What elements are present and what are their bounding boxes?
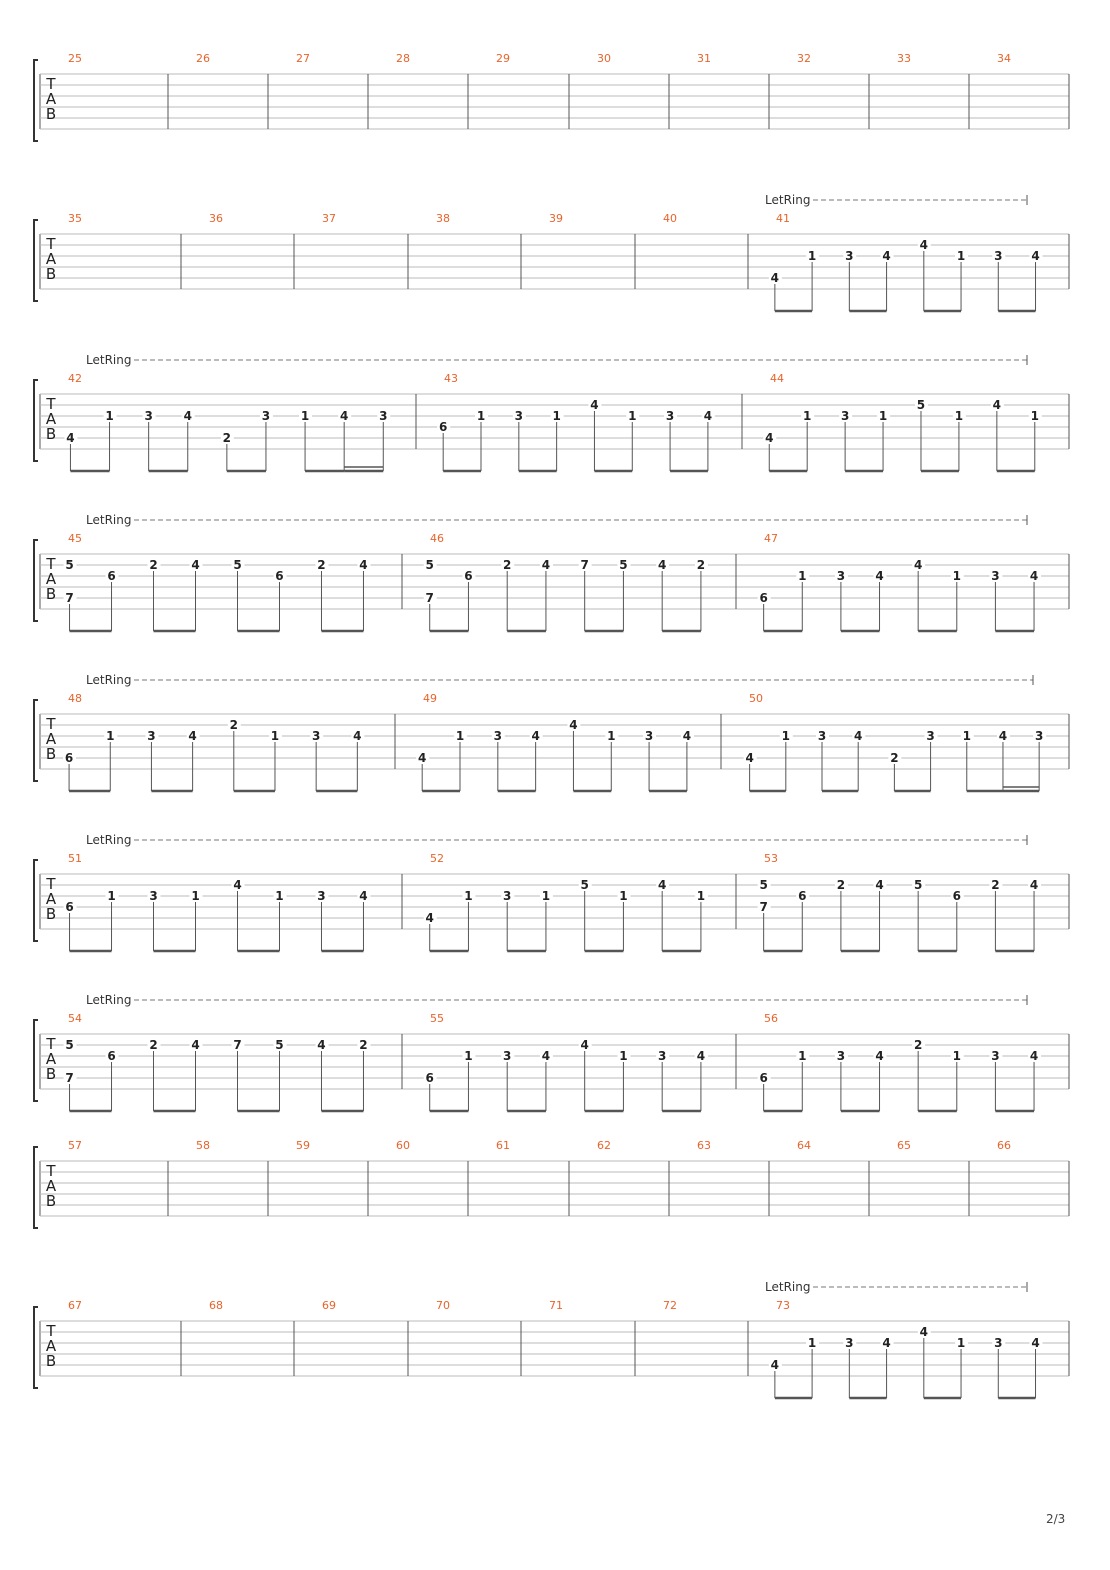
fret-number: 5 [619, 558, 628, 572]
measure-number: 56 [764, 1012, 778, 1025]
page-number: 2/3 [1046, 1512, 1066, 1526]
measure [196, 1139, 268, 1216]
fret-number: 1 [696, 889, 706, 903]
measure [296, 52, 368, 129]
fret-number: 4 [359, 889, 368, 903]
tab-system [34, 1280, 1069, 1398]
tab-clef-letter: A [45, 410, 57, 428]
fret-number: 4 [1029, 878, 1039, 892]
fret-number: 1 [807, 249, 817, 263]
fret-number: 1 [270, 729, 280, 743]
measure [758, 1012, 1069, 1111]
fret-number: 6 [952, 889, 961, 903]
tab-system [34, 1139, 1069, 1228]
fret-number: 6 [64, 751, 74, 765]
fret-number: 1 [878, 409, 888, 423]
fret-number: 6 [107, 1049, 116, 1063]
fret-number: 1 [106, 729, 115, 743]
fret-number: 4 [541, 1049, 551, 1063]
measure-number: 30 [597, 52, 611, 65]
fret-number: 4 [745, 751, 754, 765]
system-bracket [34, 1147, 38, 1228]
measure-number: 37 [322, 212, 336, 225]
fret-number: 4 [882, 249, 891, 263]
measure-number: 26 [196, 52, 210, 65]
fret-number: 4 [770, 1358, 780, 1372]
fret-number: 5 [916, 398, 926, 412]
measure-number: 66 [997, 1139, 1011, 1152]
tab-clef-letter: T [46, 715, 56, 733]
fret-number: 3 [379, 409, 388, 423]
fret-number: 4 [353, 729, 362, 743]
fret-number: 6 [275, 569, 284, 583]
tab-clef-letter: A [45, 730, 57, 748]
fret-number: 3 [503, 1049, 512, 1063]
fret-number: 4 [541, 558, 551, 572]
fret-number: 4 [191, 558, 200, 572]
measure-number: 67 [68, 1299, 82, 1312]
fret-number: 4 [418, 751, 427, 765]
measure [496, 1139, 569, 1216]
fret-number: 1 [962, 729, 971, 743]
tab-clef-letter: A [45, 1050, 57, 1068]
tab-clef-letter: B [45, 265, 57, 283]
measure-number: 57 [68, 1139, 82, 1152]
fret-number: 3 [994, 249, 1003, 263]
measure-number: 65 [897, 1139, 911, 1152]
measure [424, 1012, 736, 1111]
system-bracket [34, 220, 38, 301]
fret-number: 4 [317, 1038, 326, 1052]
fret-number: 3 [657, 1049, 667, 1063]
fret-number: 4 [770, 271, 780, 285]
tab-clef-letter: A [45, 1177, 57, 1195]
fret-number: 4 [919, 238, 928, 252]
fret-number: 2 [836, 878, 846, 892]
tab-system [34, 513, 1069, 631]
measure [396, 52, 468, 129]
tab-clef-letter: A [45, 90, 57, 108]
tab-clef-letter: A [45, 1337, 57, 1355]
measure-number: 72 [663, 1299, 677, 1312]
measure-number: 49 [423, 692, 437, 705]
measure-number: 27 [296, 52, 310, 65]
tab-clef-letter: B [45, 905, 57, 923]
fret-number: 3 [840, 409, 850, 423]
let-ring-label: LetRing [765, 193, 811, 207]
tab-clef-letter: T [46, 235, 56, 253]
fret-number: 4 [1031, 1336, 1040, 1350]
tab-clef-letter: T [46, 555, 56, 573]
let-ring-label: LetRing [765, 1280, 811, 1294]
measure [424, 852, 736, 951]
fret-number: 7 [759, 900, 768, 914]
fret-number: 1 [956, 1336, 966, 1350]
measure [758, 532, 1069, 631]
measure [68, 52, 168, 129]
system-bracket [34, 860, 38, 941]
fret-number: 6 [425, 1071, 434, 1085]
tab-system [34, 833, 1069, 951]
fret-number: 3 [311, 729, 321, 743]
fret-number: 1 [300, 409, 310, 423]
measure [416, 692, 721, 791]
measure [997, 52, 1069, 129]
tab-clef-letter: B [45, 1065, 57, 1083]
measure [63, 692, 395, 791]
measure [436, 1299, 521, 1376]
measure-number: 71 [549, 1299, 563, 1312]
fret-number: 2 [229, 718, 238, 732]
tab-clef-letter: B [45, 425, 57, 443]
fret-number: 1 [798, 1049, 807, 1063]
fret-number: 1 [541, 889, 551, 903]
measure [396, 1139, 468, 1216]
tab-clef-letter: B [45, 745, 57, 763]
measure-number: 55 [430, 1012, 444, 1025]
measure [496, 52, 569, 129]
tab-clef-letter: T [46, 1322, 56, 1340]
measure [697, 1139, 769, 1216]
fret-number: 1 [956, 249, 966, 263]
let-ring-label: LetRing [86, 993, 132, 1007]
fret-number: 1 [798, 569, 807, 583]
measure [549, 212, 635, 289]
fret-number: 4 [191, 1038, 200, 1052]
measure [897, 52, 969, 129]
fret-number: 3 [317, 889, 326, 903]
measure [436, 212, 521, 289]
tab-clef-letter: B [45, 105, 57, 123]
fret-number: 1 [628, 409, 637, 423]
let-ring-label: LetRing [86, 673, 132, 687]
measure [769, 1299, 1069, 1398]
fret-number: 4 [188, 729, 197, 743]
fret-number: 2 [222, 431, 232, 445]
measure [209, 212, 294, 289]
fret-number: 3 [147, 729, 156, 743]
tab-system [34, 673, 1069, 791]
measure-number: 63 [697, 1139, 711, 1152]
fret-number: 4 [854, 729, 863, 743]
fret-number: 4 [657, 558, 667, 572]
measure [424, 532, 736, 631]
let-ring-label: LetRing [86, 833, 132, 847]
measure-number: 61 [496, 1139, 510, 1152]
fret-number: 4 [569, 718, 578, 732]
fret-number: 3 [836, 569, 846, 583]
tab-clef-letter: A [45, 250, 57, 268]
let-ring-label: LetRing [86, 353, 132, 367]
fret-number: 2 [890, 751, 899, 765]
tab-system [34, 353, 1069, 471]
measure [663, 212, 748, 289]
fret-number: 6 [65, 900, 74, 914]
system-bracket [34, 60, 38, 141]
fret-number: 7 [65, 591, 74, 605]
fret-number: 4 [882, 1336, 891, 1350]
measure-number: 53 [764, 852, 778, 865]
fret-number: 3 [991, 569, 1000, 583]
fret-number: 3 [261, 409, 271, 423]
fret-number: 2 [359, 1038, 368, 1052]
fret-number: 4 [425, 911, 434, 925]
fret-number: 1 [464, 1049, 473, 1063]
fret-number: 4 [703, 409, 713, 423]
fret-number: 6 [464, 569, 473, 583]
system-bracket [34, 1020, 38, 1101]
measure [322, 212, 408, 289]
measure [797, 52, 869, 129]
fret-number: 2 [149, 558, 158, 572]
measure-number: 50 [749, 692, 763, 705]
measure-number: 45 [68, 532, 82, 545]
fret-number: 6 [759, 1071, 768, 1085]
measure-number: 46 [430, 532, 444, 545]
fret-number: 3 [845, 249, 854, 263]
measure-number: 70 [436, 1299, 450, 1312]
fret-number: 1 [803, 409, 812, 423]
measure [769, 212, 1069, 311]
measure-number: 29 [496, 52, 510, 65]
fret-number: 5 [65, 558, 74, 572]
fret-number: 4 [998, 729, 1008, 743]
fret-number: 4 [233, 878, 242, 892]
measure-number: 25 [68, 52, 82, 65]
fret-number: 4 [682, 729, 692, 743]
fret-number: 6 [759, 591, 768, 605]
fret-number: 4 [875, 569, 884, 583]
measure [209, 1299, 294, 1376]
system-bracket [34, 700, 38, 781]
fret-number: 4 [66, 431, 75, 445]
fret-number: 3 [149, 889, 158, 903]
fret-number: 3 [503, 889, 512, 903]
fret-number: 1 [1030, 409, 1039, 423]
fret-number: 4 [913, 558, 923, 572]
measure [68, 1299, 181, 1376]
fret-number: 1 [464, 889, 473, 903]
measure [797, 1139, 869, 1216]
fret-number: 5 [65, 1038, 74, 1052]
measure [597, 52, 669, 129]
measure [744, 692, 1069, 791]
fret-number: 4 [1029, 569, 1039, 583]
fret-number: 3 [1034, 729, 1044, 743]
fret-number: 3 [817, 729, 827, 743]
fret-number: 3 [644, 729, 654, 743]
fret-number: 3 [845, 1336, 854, 1350]
fret-number: 2 [503, 558, 512, 572]
fret-number: 6 [439, 420, 448, 434]
tab-system [34, 993, 1069, 1111]
measure-number: 42 [68, 372, 82, 385]
fret-number: 3 [144, 409, 153, 423]
measure [68, 1139, 168, 1216]
fret-number: 1 [275, 889, 284, 903]
measure-number: 31 [697, 52, 711, 65]
fret-number: 4 [339, 409, 349, 423]
measure-number: 68 [209, 1299, 223, 1312]
fret-number: 3 [926, 729, 935, 743]
fret-number: 1 [455, 729, 465, 743]
measure [437, 372, 742, 471]
fret-number: 1 [954, 409, 964, 423]
fret-number: 4 [183, 409, 192, 423]
fret-number: 5 [425, 558, 434, 572]
fret-number: 3 [514, 409, 524, 423]
fret-number: 7 [580, 558, 589, 572]
fret-number: 1 [952, 1049, 961, 1063]
fret-number: 1 [781, 729, 790, 743]
measure [296, 1139, 368, 1216]
system-bracket [34, 1307, 38, 1388]
measure [697, 52, 769, 129]
tab-clef-letter: B [45, 1352, 57, 1370]
fret-number: 1 [952, 569, 961, 583]
fret-number: 1 [619, 1049, 628, 1063]
tab-clef-letter: T [46, 395, 56, 413]
tab-system [34, 52, 1069, 141]
measure [549, 1299, 635, 1376]
fret-number: 1 [619, 889, 628, 903]
measure [64, 852, 402, 951]
system-bracket [34, 380, 38, 461]
measure [322, 1299, 408, 1376]
tab-clef-letter: T [46, 1162, 56, 1180]
fret-number: 2 [991, 878, 1000, 892]
fret-number: 4 [875, 1049, 884, 1063]
measure [64, 1012, 402, 1111]
fret-number: 1 [107, 889, 116, 903]
measure-number: 58 [196, 1139, 210, 1152]
fret-number: 7 [233, 1038, 242, 1052]
fret-number: 6 [107, 569, 116, 583]
fret-number: 7 [65, 1071, 74, 1085]
tab-clef-letter: T [46, 1035, 56, 1053]
measure [68, 212, 181, 289]
fret-number: 1 [476, 409, 486, 423]
fret-number: 6 [798, 889, 807, 903]
fret-number: 1 [105, 409, 114, 423]
fret-number: 5 [275, 1038, 284, 1052]
fret-number: 4 [531, 729, 540, 743]
measure-number: 52 [430, 852, 444, 865]
system-bracket [34, 540, 38, 621]
tab-clef-letter: T [46, 75, 56, 93]
measure-number: 40 [663, 212, 677, 225]
fret-number: 1 [807, 1336, 817, 1350]
measure-number: 48 [68, 692, 82, 705]
fret-number: 3 [836, 1049, 846, 1063]
fret-number: 3 [493, 729, 503, 743]
fret-number: 1 [191, 889, 200, 903]
fret-number: 5 [233, 558, 242, 572]
fret-number: 4 [992, 398, 1002, 412]
measure-number: 60 [396, 1139, 410, 1152]
fret-number: 4 [919, 1325, 928, 1339]
measure-number: 33 [897, 52, 911, 65]
fret-number: 4 [696, 1049, 706, 1063]
fret-number: 3 [994, 1336, 1003, 1350]
measure-number: 35 [68, 212, 82, 225]
measure-number: 36 [209, 212, 223, 225]
measure-number: 28 [396, 52, 410, 65]
fret-number: 4 [1029, 1049, 1039, 1063]
measure [663, 1299, 748, 1376]
fret-number: 5 [759, 878, 768, 892]
fret-number: 4 [765, 431, 774, 445]
measure [597, 1139, 669, 1216]
measure-number: 51 [68, 852, 82, 865]
measure [64, 372, 416, 471]
fret-number: 5 [580, 878, 589, 892]
fret-number: 4 [1031, 249, 1040, 263]
measure-number: 44 [770, 372, 784, 385]
measure-number: 41 [776, 212, 790, 225]
fret-number: 4 [590, 398, 599, 412]
fret-number: 2 [317, 558, 326, 572]
fret-number: 4 [359, 558, 368, 572]
measure-number: 39 [549, 212, 563, 225]
fret-number: 2 [149, 1038, 158, 1052]
tab-clef-letter: A [45, 570, 57, 588]
measure-number: 32 [797, 52, 811, 65]
tab-clef-letter: T [46, 875, 56, 893]
tab-clef-letter: B [45, 1192, 57, 1210]
fret-number: 4 [580, 1038, 589, 1052]
fret-number: 3 [991, 1049, 1000, 1063]
fret-number: 2 [913, 1038, 923, 1052]
fret-number: 4 [875, 878, 884, 892]
measure [997, 1139, 1069, 1216]
measure [763, 372, 1069, 471]
measure-number: 54 [68, 1012, 82, 1025]
measure [758, 852, 1069, 951]
measure-number: 62 [597, 1139, 611, 1152]
fret-number: 2 [696, 558, 706, 572]
measure-number: 38 [436, 212, 450, 225]
measure-number: 69 [322, 1299, 336, 1312]
tab-clef-letter: A [45, 890, 57, 908]
fret-number: 5 [913, 878, 923, 892]
measure-number: 64 [797, 1139, 811, 1152]
measure-number: 73 [776, 1299, 790, 1312]
fret-number: 7 [425, 591, 434, 605]
fret-number: 1 [552, 409, 561, 423]
fret-number: 4 [657, 878, 667, 892]
measure-number: 47 [764, 532, 778, 545]
fret-number: 3 [665, 409, 675, 423]
measure-number: 43 [444, 372, 458, 385]
measure-number: 59 [296, 1139, 310, 1152]
measure [64, 532, 402, 631]
let-ring-label: LetRing [86, 513, 132, 527]
measure [196, 52, 268, 129]
fret-number: 1 [607, 729, 616, 743]
measure-number: 34 [997, 52, 1011, 65]
tab-clef-letter: B [45, 585, 57, 603]
measure [897, 1139, 969, 1216]
tab-system [34, 193, 1069, 311]
